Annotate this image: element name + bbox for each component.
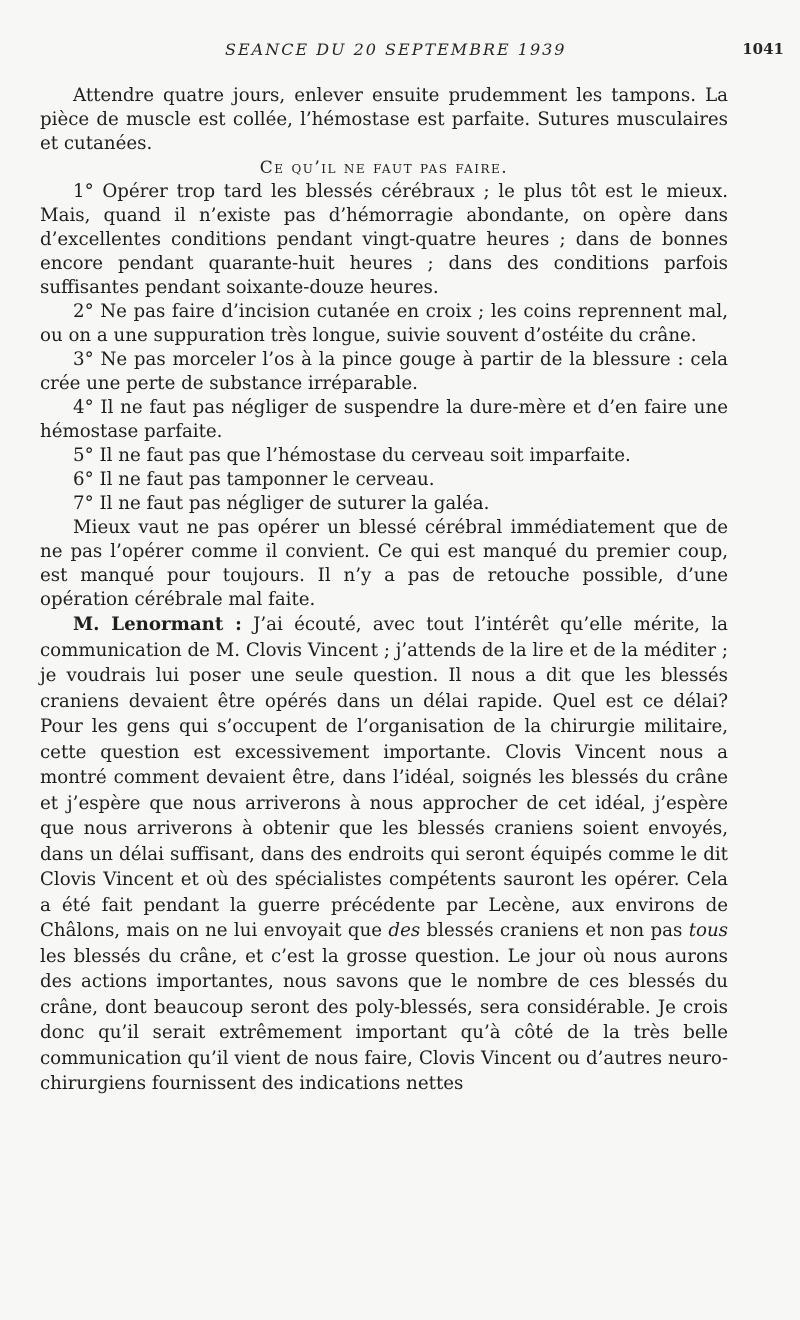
speech-emphasis-1: des [388,920,421,941]
list-item: 4° Il ne faut pas négliger de suspendre la dure-mère et d’en faire une hémostase parfaite. [40,397,728,442]
speaker-name: M. Lenormant : [73,614,242,635]
running-title: SEANCE DU 20 SEPTEMBRE 1939 [225,40,567,59]
conclusion-paragraph: Mieux vaut ne pas opérer un blessé cérébral immédiatement que de ne pas l’opérer comme il convient. Ce qui est manqué du premier coup, est manqué pour toujours. Il n’y a pas de retouche possible, d’une opération cérébrale mal faite. [40,517,728,610]
list-item: 7° Il ne faut pas négliger de suturer la galéa. [73,493,490,514]
speech-paragraph [40,612,728,1097]
list-item: 6° Il ne faut pas tamponner le cerveau. [73,469,435,490]
page-header [0,40,800,64]
body-text [40,84,728,1097]
speech-text-3: les blessés du crâne, et c’est la grosse question. Le jour où nous aurons des actions importantes, nous savons que le nombre de ces blessés du crâne, dont beaucoup seront des poly-blessés, sera considérable. Je crois donc qu’il serait extrêmement important qu’à côté de la très belle communication qu’il vient de nous faire, Clovis Vincent ou d’autres neuro-chirurgiens fournissent des indications nettes [40,945,728,1094]
intro-paragraph: Attendre quatre jours, enlever ensuite prudemment les tampons. La pièce de muscle est collée, l’hémostase est parfaite. Sutures musculaires et cutanées. [40,85,728,154]
speech-emphasis-2: tous [688,920,728,941]
speech-text-2: blessés craniens et non pas [420,920,689,941]
list-item: 5° Il ne faut pas que l’hémostase du cerveau soit imparfaite. [73,445,631,466]
page-number: 1041 [742,40,784,58]
section-title: Ce qu’il ne faut pas faire. [259,158,509,178]
list-item: 2° Ne pas faire d’incision cutanée en croix ; les coins reprennent mal, ou on a une suppuration très longue, suivie souvent d’ostéite du crâne. [40,301,728,346]
speech-text-1: J’ai écouté, avec tout l’intérêt qu’elle mérite, la communication de M. Clovis Vincent ; j’attends de la lire et de la méditer ; je voudrais lui poser une seule question. Il nous a dit que les blessés craniens devaient être opérés dans un délai rapide. Quel est ce délai? Pour les gens qui s’occupent de l’organisation de la chirurgie militaire, cette question est excessivement importante. Clovis Vincent nous a montré comment devaient être, dans l’idéal, soignés les blessés du crâne et j’espère que nous arriverons à nous approcher de cet idéal, j’espère que nous arriverons à obtenir que les blessés craniens soient envoyés, dans un délai suffisant, dans des endroits qui seront équipés comme le dit Clovis Vincent et où des spécialistes compétents sauront les opérer. Cela a été fait pendant la guerre précédente par Lecène, aux environs de Châlons, mais on ne lui envoyait que [40,614,728,941]
list-item: 1° Opérer trop tard les blessés cérébraux ; le plus tôt est le mieux. Mais, quand il n’existe pas d’hémorragie abondante, on opère dans d’excellentes conditions pendant vingt-quatre heures ; dans de bonnes encore pendant quarante-huit heures ; dans des conditions parfois suffisantes pendant soixante-douze heures. [40,181,728,298]
list-item: 3° Ne pas morceler l’os à la pince gouge à partir de la blessure : cela crée une perte de substance irréparable. [40,349,728,394]
